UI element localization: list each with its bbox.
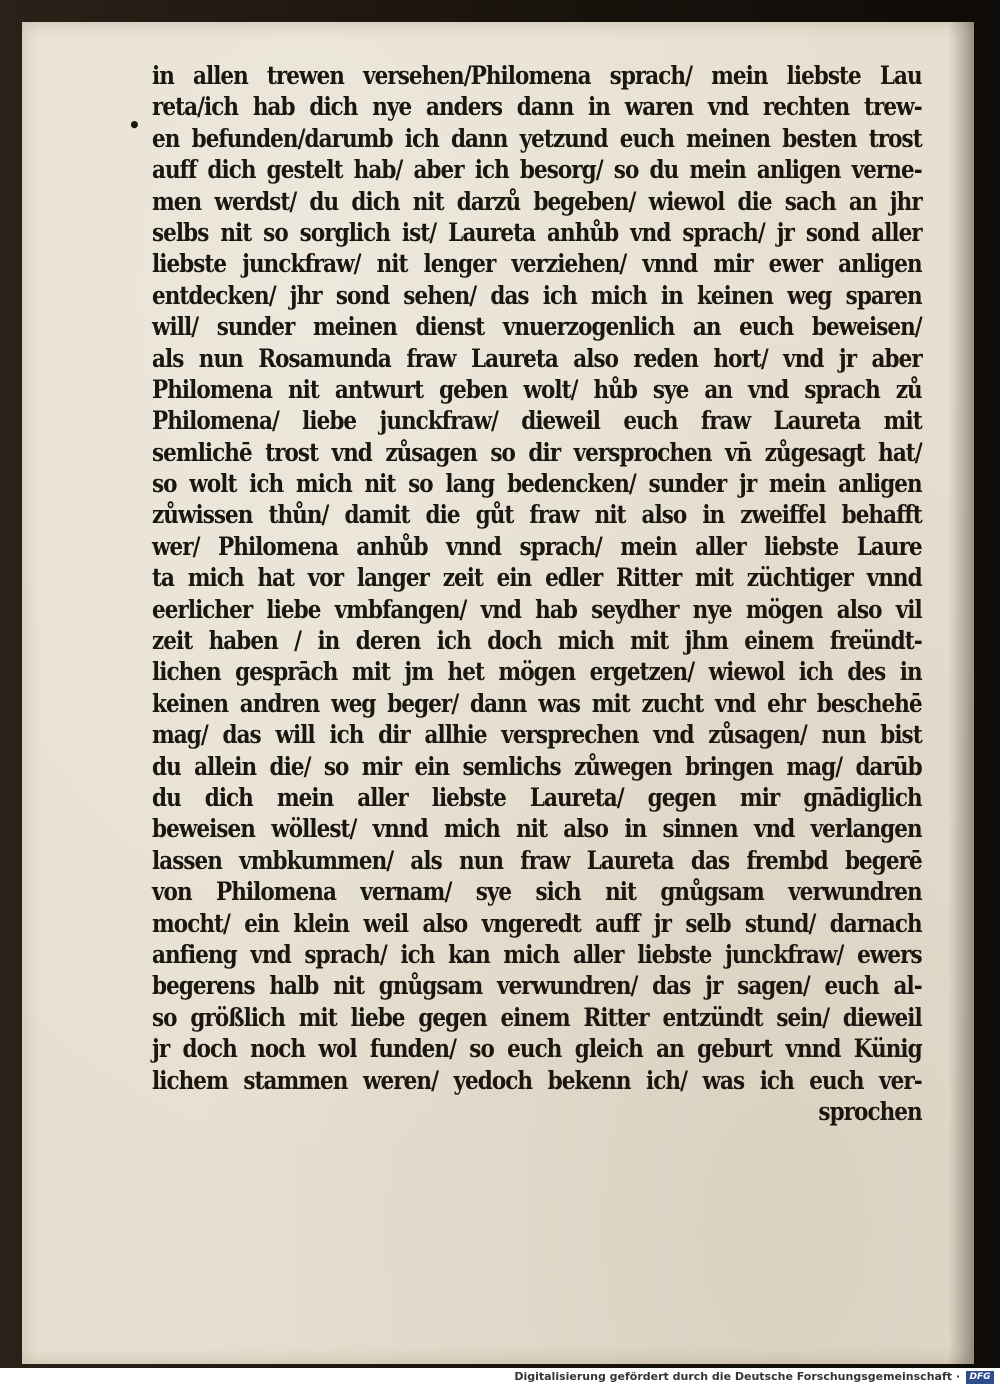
text-line: mag/ das will ich dir allhie versprechen vnd zůsagen/ nun bist — [152, 720, 922, 750]
text-line: reta/ich hab dich nye anders dann in waren vnd rechten trew- — [152, 92, 922, 122]
text-line: als nun Rosamunda fraw Laureta also reden hort/ vnd jr aber — [152, 343, 922, 373]
text-line: will/ sunder meinen dienst vnuerzogenlich an euch beweisen/ — [152, 312, 922, 342]
text-line: in allen trewen versehen/Philomena sprach/ mein liebste Lau — [152, 61, 922, 90]
text-line: zůwissen thůn/ damit die gůt fraw nit also in zweiffel behafft — [152, 500, 922, 530]
margin-mark: • — [128, 113, 141, 137]
text-line: wer/ Philomena anhůb vnnd sprach/ mein aller liebste Laure — [152, 531, 922, 561]
text-line: entdecken/ jhr sond sehen/ das ich mich in keinen weg sparen — [152, 280, 922, 310]
text-line: von Philomena vernam/ sye sich nit gnůgsam verwundren — [152, 877, 922, 907]
text-line: eerlicher liebe vmbfangen/ vnd hab seydher nye mögen also vil — [152, 594, 922, 624]
page-text-block — [152, 60, 922, 1127]
page-spine-shadow — [948, 22, 974, 1364]
footer-credit: Digitalisierung gefördert durch die Deutsche Forschungsgemeinschaft · — [514, 1370, 960, 1383]
text-line: lichen gesprāch mit jm het mögen ergetzen/ wiewol ich des in — [152, 657, 922, 687]
text-line: mocht/ ein klein weil also vngeredt auff jr selb stund/ darnach — [152, 908, 922, 938]
text-line: liebste junckfraw/ nit lenger verziehen/ vnnd mir ewer anligen — [152, 249, 922, 279]
text-line: auff dich gestelt hab/ aber ich besorg/ so du mein anligen verne- — [152, 155, 922, 185]
text-line: jr doch noch wol funden/ so euch gleich an geburt vnnd Künig — [152, 1034, 922, 1064]
digitization-footer — [0, 1368, 1000, 1388]
text-line: begerens halb nit gnůgsam verwundren/ das jr sagen/ euch al- — [152, 971, 922, 1001]
text-line: en befunden/darumb ich dann yetzund euch meinen besten trost — [152, 123, 922, 153]
catchword: sprochen — [818, 1096, 922, 1126]
text-line: Philomena nit antwurt geben wolt/ hůb sye an vnd sprach zů — [152, 374, 922, 404]
text-line: du allein die/ so mir ein semlichs zůwegen bringen mag/ darūb — [152, 751, 922, 781]
text-line: so wolt ich mich nit so lang bedencken/ sunder jr mein anligen — [152, 469, 922, 499]
text-line: beweisen wöllest/ vnnd mich nit also in sinnen vnd verlangen — [152, 814, 922, 844]
text-line: men werdst/ du dich nit darzů begeben/ wiewol die sach an jhr — [152, 186, 922, 216]
text-line: lichem stammen weren/ yedoch bekenn ich/ was ich euch ver- — [152, 1065, 922, 1095]
text-line: so größlich mit liebe gegen einem Ritter entzündt sein/ dieweil — [152, 1002, 922, 1032]
text-line: lassen vmbkummen/ als nun fraw Laureta das frembd begerē — [152, 845, 922, 875]
dfg-logo-icon: DFG — [966, 1371, 994, 1384]
text-line: Philomena/ liebe junckfraw/ dieweil euch fraw Laureta mit — [152, 406, 922, 436]
text-line: zeit haben / in deren ich doch mich mit jhm einem freündt- — [152, 626, 922, 656]
text-line: du dich mein aller liebste Laureta/ gegen mir gnādiglich — [152, 782, 922, 812]
text-line: keinen andren weg beger/ dann was mit zucht vnd ehr beschehē — [152, 688, 922, 718]
text-line: anfieng vnd sprach/ ich kan mich aller liebste junckfraw/ ewers — [152, 939, 922, 969]
text-line: ta mich hat vor langer zeit ein edler Ritter mit züchtiger vnnd — [152, 563, 922, 593]
text-line: selbs nit so sorglich ist/ Laureta anhůb vnd sprach/ jr sond aller — [152, 217, 922, 247]
text-line: semlichē trost vnd zůsagen so dir versprochen vn̄ zůgesagt hat/ — [152, 437, 922, 467]
